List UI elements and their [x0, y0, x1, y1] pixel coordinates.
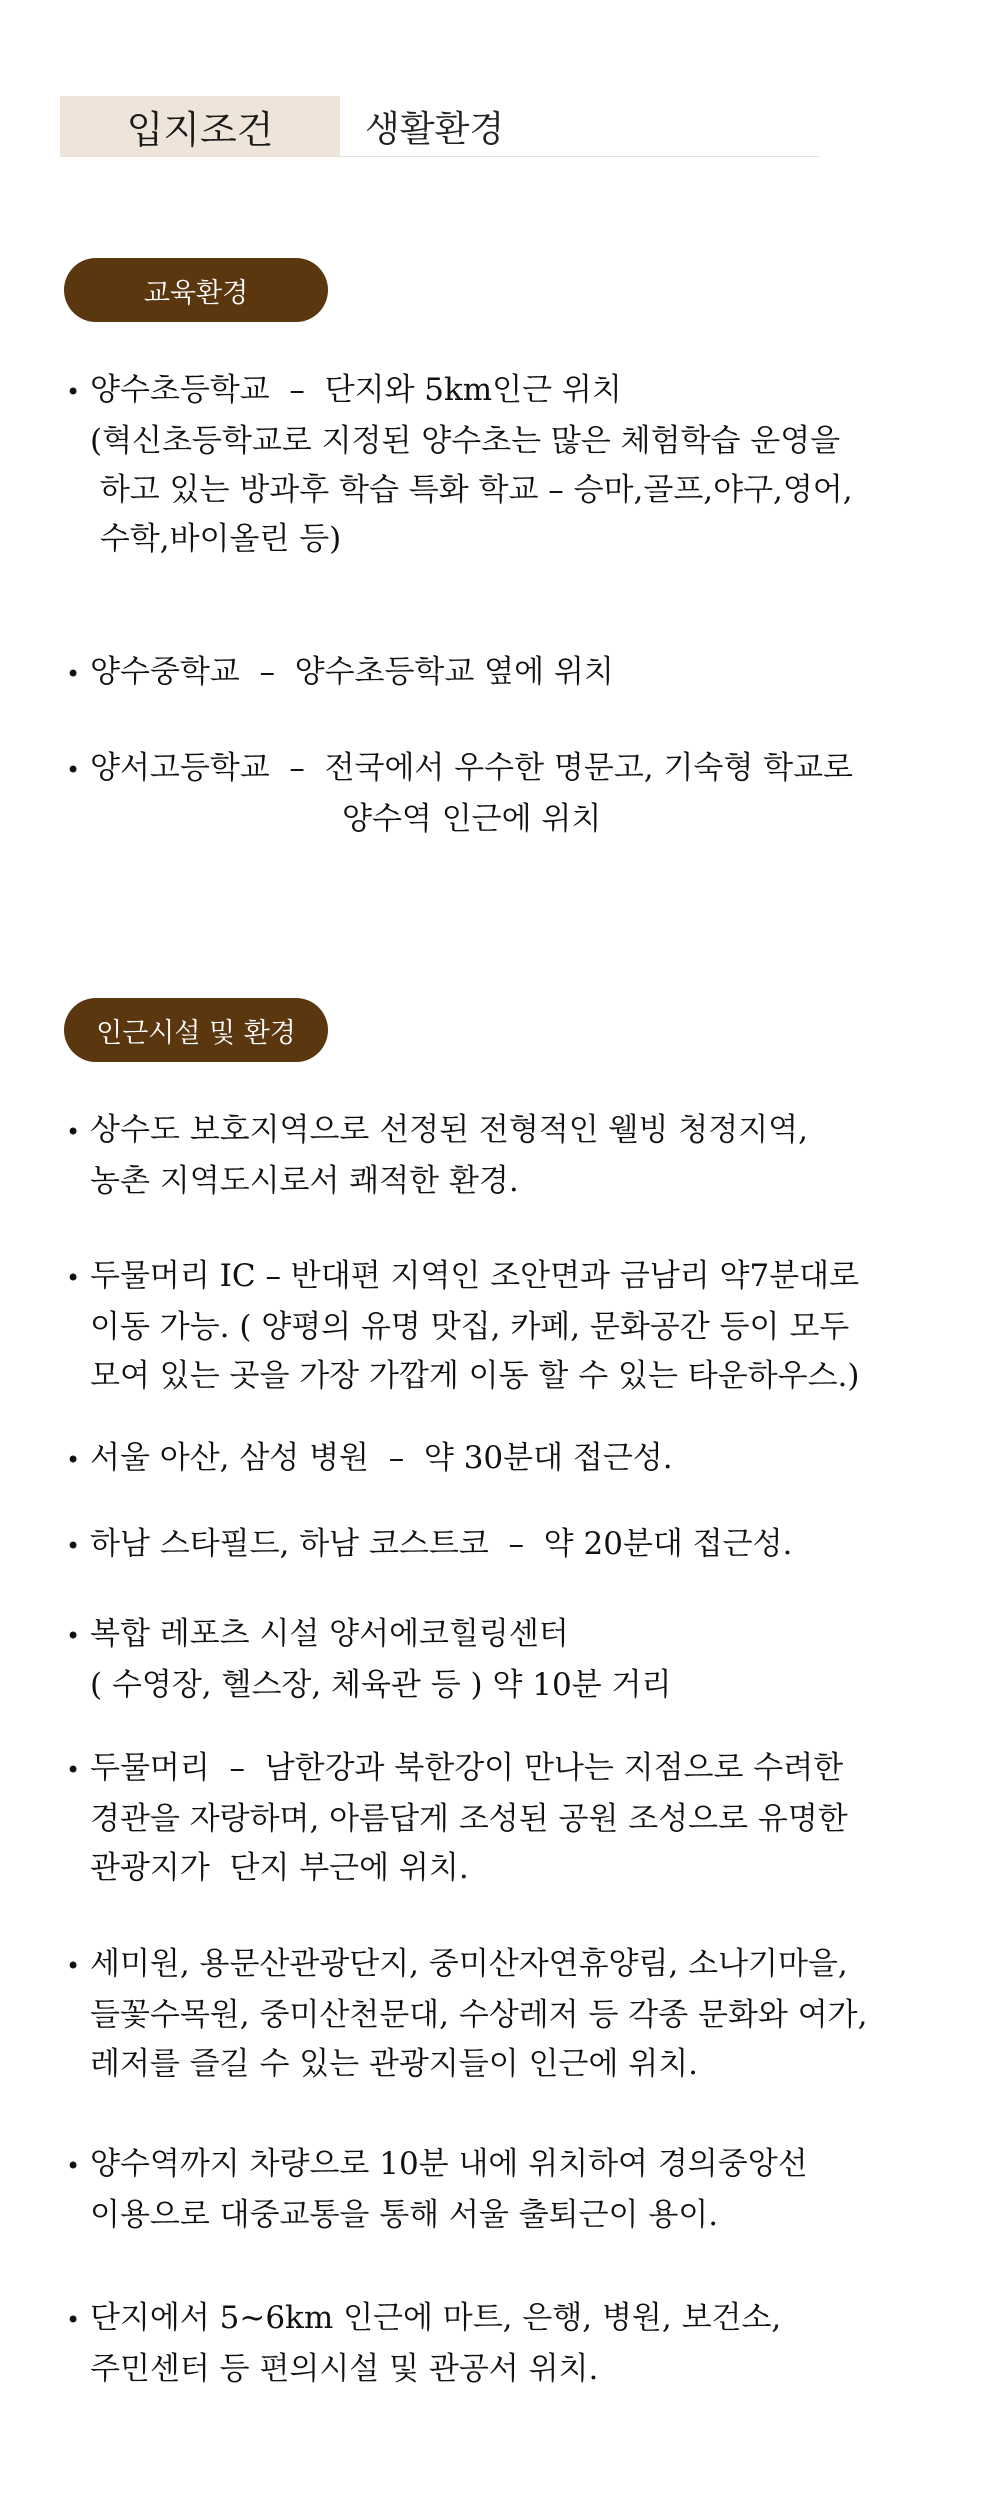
- list-item-text: 단지에서 5~6km 인근에 마트, 은행, 병원, 보건소,: [90, 2300, 782, 2336]
- list-item-leisure-center: [66, 1610, 956, 1710]
- page-header: [60, 96, 820, 157]
- list-item-text: (혁신초등학교로 지정된 양수초는 많은 체험학습 운영을: [90, 423, 841, 459]
- list-item-yangsu-middle: [66, 648, 956, 699]
- list-item-yangseo-high: [66, 744, 956, 844]
- list-item-text: 양수역 인근에 위치: [342, 801, 602, 837]
- bullet: •: [66, 1446, 81, 1474]
- bullet: •: [66, 1264, 81, 1292]
- bullet: •: [66, 378, 81, 406]
- list-item-text: 양서고등학교 – 전국에서 우수한 명문고, 기숙형 학교로: [90, 750, 853, 786]
- list-item-text: 서울 아산, 삼성 병원 – 약 30분대 접근성.: [90, 1440, 673, 1476]
- list-item-text: 농촌 지역도시로서 쾌적한 환경.: [90, 1163, 519, 1199]
- list-item-text: 상수도 보호지역으로 선정된 전형적인 웰빙 청정지역,: [90, 1112, 808, 1148]
- bullet: •: [66, 756, 81, 784]
- section-title-education: 교육환경: [64, 258, 328, 322]
- list-item-dumulmeori-ic: [66, 1252, 956, 1401]
- list-item-text: 주민센터 등 편의시설 및 관공서 위치.: [90, 2351, 599, 2387]
- list-item-text: 복합 레포츠 시설 양서에코힐링센터: [90, 1616, 569, 1652]
- list-item-text: 이동 가능. ( 양평의 유명 맛집, 카페, 문화공간 등이 모두: [90, 1309, 850, 1345]
- list-item-tourist-spots: [66, 1940, 956, 2089]
- list-item-convenience-facilities: [66, 2294, 956, 2394]
- list-item-text: 두물머리 – 남한강과 북한강이 만나는 지점으로 수려한: [90, 1750, 844, 1786]
- list-item-text: 양수중학교 – 양수초등학교 옆에 위치: [90, 654, 614, 690]
- bullet: •: [66, 1118, 81, 1146]
- list-item-yangsu-station: [66, 2140, 956, 2240]
- list-item-text: 관광지가 단지 부근에 위치.: [90, 1850, 469, 1886]
- list-item-text: 세미원, 용문산관광단지, 중미산자연휴양림, 소나기마을,: [90, 1946, 848, 1982]
- list-item-text: 레저를 즐길 수 있는 관광지들이 인근에 위치.: [90, 2046, 699, 2082]
- tab-location[interactable]: 입지조건: [60, 96, 340, 156]
- bullet: •: [66, 1952, 81, 1980]
- list-item-text: 수학,바이올린 등): [90, 521, 342, 557]
- list-item-text: 양수초등학교 – 단지와 5km인근 위치: [90, 372, 622, 408]
- list-item-yangsu-elementary: [66, 366, 956, 564]
- list-item-text: 하고 있는 방과후 학습 특화 학교 – 승마,골프,야구,영어,: [90, 472, 853, 508]
- list-item-hanam-starfield: [66, 1520, 956, 1571]
- list-item-dumulmeori-scenery: [66, 1744, 956, 1893]
- bullet: •: [66, 2306, 81, 2334]
- bullet: •: [66, 2152, 81, 2180]
- list-item-text: 두물머리 IC – 반대편 지역인 조안면과 금남리 약7분대로: [90, 1258, 860, 1294]
- list-item-text: 이용으로 대중교통을 통해 서울 출퇴근이 용이.: [90, 2197, 719, 2233]
- list-item-text: 하남 스타필드, 하남 코스트코 – 약 20분대 접근성.: [90, 1526, 793, 1562]
- list-item-text: 들꽃수목원, 중미산천문대, 수상레저 등 각종 문화와 여가,: [90, 1997, 868, 2033]
- bullet: •: [66, 1756, 81, 1784]
- tab-living-environment[interactable]: 생활환경: [365, 108, 505, 150]
- section-title-nearby: 인근시설 및 환경: [64, 998, 328, 1062]
- list-item-clean-area: [66, 1106, 956, 1206]
- list-item-text: 모여 있는 곳을 가장 가깝게 이동 할 수 있는 타운하우스.): [90, 1358, 860, 1394]
- list-item-text: 양수역까지 차량으로 10분 내에 위치하여 경의중앙선: [90, 2146, 808, 2182]
- bullet: •: [66, 1622, 81, 1650]
- list-item-seoul-hospital: [66, 1434, 956, 1485]
- bullet: •: [66, 660, 81, 688]
- bullet: •: [66, 1532, 81, 1560]
- list-item-text: ( 수영장, 헬스장, 체육관 등 ) 약 10분 거리: [90, 1667, 672, 1703]
- list-item-text: 경관을 자랑하며, 아름답게 조성된 공원 조성으로 유명한: [90, 1801, 848, 1837]
